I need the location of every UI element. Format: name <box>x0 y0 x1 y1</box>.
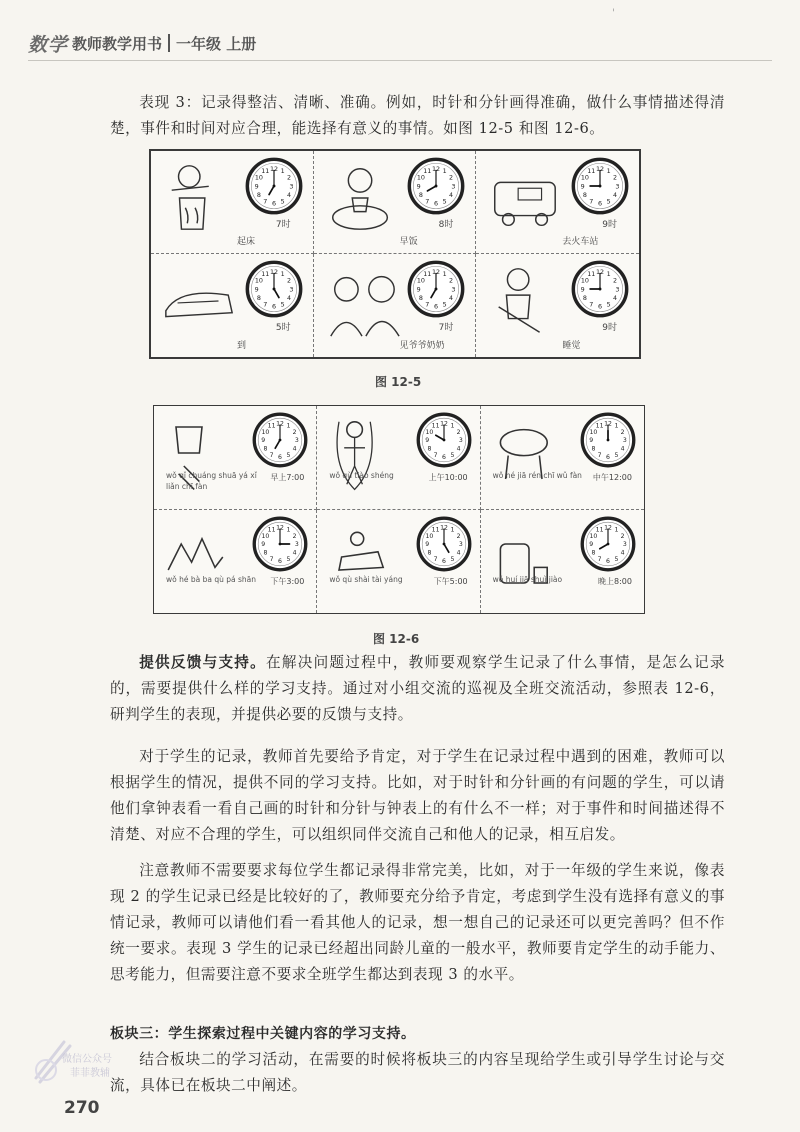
svg-text:10: 10 <box>589 532 598 540</box>
svg-text:12: 12 <box>269 164 278 173</box>
figure_12_5-time-label: 9时 <box>602 220 617 230</box>
svg-text:4: 4 <box>292 549 297 557</box>
clock-icon <box>416 412 472 468</box>
svg-text:3: 3 <box>451 285 456 294</box>
svg-text:8: 8 <box>582 294 587 303</box>
svg-text:2: 2 <box>286 173 291 182</box>
child-drawing-icon <box>322 262 402 340</box>
svg-text:6: 6 <box>441 454 446 462</box>
paragraph-performance-3: 表现 3：记录得整洁、清晰、准确。例如，时针和分针画得准确，做什么事情描述得清楚，事件和时间对应合理，能选择有意义的事情。如图 12-5 和图 12-6。 <box>110 94 725 137</box>
figure_12_6-activity-label: wǒ hé jiā rén chī wǔ fàn <box>492 471 582 480</box>
svg-text:10: 10 <box>589 428 598 436</box>
clock-icon <box>252 516 308 572</box>
svg-text:3: 3 <box>622 540 627 548</box>
paragraph-feedback-lead: 提供反馈与支持。 <box>139 654 267 671</box>
svg-text:5: 5 <box>450 451 455 459</box>
svg-text:4: 4 <box>613 294 618 303</box>
svg-text:3: 3 <box>295 540 300 548</box>
svg-text:5: 5 <box>606 197 611 206</box>
svg-text:9: 9 <box>254 285 259 294</box>
svg-text:4: 4 <box>456 445 461 453</box>
svg-text:9: 9 <box>416 285 421 294</box>
svg-text:1: 1 <box>280 270 285 279</box>
svg-text:3: 3 <box>451 182 456 191</box>
svg-text:12: 12 <box>276 420 285 428</box>
svg-text:9: 9 <box>589 540 594 548</box>
svg-text:10: 10 <box>417 276 426 285</box>
svg-text:9: 9 <box>424 437 429 445</box>
svg-text:12: 12 <box>595 164 605 173</box>
svg-text:11: 11 <box>431 526 440 534</box>
svg-text:4: 4 <box>292 445 297 453</box>
svg-text:4: 4 <box>456 549 461 557</box>
figure_12_5-time-label: 5时 <box>275 323 291 333</box>
svg-text:4: 4 <box>449 191 454 200</box>
figure_12_5-activity-label: 早饭 <box>399 237 418 247</box>
svg-text:11: 11 <box>587 167 596 176</box>
svg-text:1: 1 <box>450 422 455 430</box>
watermark-line-2: 菲菲教辅 <box>70 1068 110 1079</box>
svg-text:6: 6 <box>597 199 603 208</box>
svg-text:7: 7 <box>589 300 594 309</box>
figure-12-5-caption: 图 12-5 <box>375 375 422 389</box>
child-drawing-icon <box>322 159 402 237</box>
svg-text:1: 1 <box>614 526 619 534</box>
svg-text:8: 8 <box>256 191 261 200</box>
figure_12_5-activity-label: 去火车站 <box>562 237 599 247</box>
figure_12_6-cell <box>481 406 644 510</box>
svg-text:10: 10 <box>261 428 270 436</box>
child-drawing-icon <box>159 262 239 340</box>
subject-logo: 数学 <box>28 33 69 56</box>
clock-icon <box>580 516 636 572</box>
figure-12-6 <box>153 405 645 614</box>
svg-text:11: 11 <box>587 270 596 279</box>
svg-text:7: 7 <box>597 555 602 563</box>
svg-text:3: 3 <box>289 182 294 191</box>
figure-12-5 <box>149 149 641 359</box>
svg-text:8: 8 <box>419 191 424 200</box>
svg-text:7: 7 <box>589 197 594 206</box>
figure_12_6-cell <box>481 510 644 614</box>
svg-text:6: 6 <box>434 302 439 311</box>
svg-text:8: 8 <box>263 549 268 557</box>
svg-text:7: 7 <box>269 555 274 563</box>
figure_12_6-cell <box>317 510 480 614</box>
svg-text:5: 5 <box>614 451 619 459</box>
figure_12_6-cell <box>154 510 317 614</box>
svg-text:2: 2 <box>292 532 297 540</box>
svg-text:8: 8 <box>591 549 596 557</box>
svg-text:6: 6 <box>606 557 610 565</box>
book-title: 教师教学用书 <box>72 34 163 53</box>
figure_12_5-time-label: 7时 <box>275 220 291 230</box>
figure_12_6-activity-label: wǒ qù shài tài yáng <box>329 574 403 584</box>
svg-text:11: 11 <box>423 167 432 176</box>
svg-text:8: 8 <box>427 445 432 453</box>
figure_12_5-time-label: 8时 <box>438 220 454 230</box>
figure_12_6-activity-label: wǒ huí jiā shuì jiào <box>492 574 563 584</box>
clock-icon <box>245 260 303 318</box>
svg-text:10: 10 <box>425 532 434 540</box>
paragraph-note: 注意教师不需要要求每位学生都记录得非常完美，比如，对于一年级的学生来说，像表现 2 的学生记录已经是比较好的了，教师要充分给予肯定，考虑到学生没有选择有意义的事情记录，教师可以请他们看一看其他人的记录，想一想自己的记录还可以更完善吗？但不作统一要求。表现 3 学生的记录已经超出同龄儿童的一般水平，教师要肯定学生的动手能力、思考能力，但需要注意不要求全班学生都达到表现 3 的水平。 <box>110 862 725 983</box>
figure_12_5-cell <box>476 254 639 357</box>
child-drawing-icon <box>159 159 239 237</box>
svg-text:2: 2 <box>449 173 454 182</box>
svg-text:12: 12 <box>432 267 441 276</box>
paragraph-feedback <box>110 650 725 728</box>
figure_12_6-cell <box>317 406 480 510</box>
svg-text:10: 10 <box>417 173 426 182</box>
paragraph-feedback-body: 在解决问题过程中，教师要观察学生记录了什么事情，是怎么记录的，需要提供什么样的学习支持。通过对小组交流的巡视及全班交流活动，参照表 12-6，研判学生的表现，并提供必要的反馈与支持。 <box>110 654 726 723</box>
child-drawing-icon <box>484 159 564 237</box>
header-separator <box>168 34 170 52</box>
svg-text:7: 7 <box>433 555 438 563</box>
svg-text:3: 3 <box>289 285 294 294</box>
svg-text:4: 4 <box>620 549 625 557</box>
figure_12_5-time-label: 9时 <box>602 323 617 333</box>
figure_12_5-cell <box>314 254 477 357</box>
figure_12_5-cell <box>151 254 314 357</box>
figure_12_5-time-label: 7时 <box>438 323 454 333</box>
svg-text:8: 8 <box>427 549 432 557</box>
header-rule <box>28 60 772 61</box>
svg-text:12: 12 <box>604 420 612 428</box>
svg-text:12: 12 <box>439 420 448 428</box>
svg-text:3: 3 <box>622 437 627 445</box>
svg-text:2: 2 <box>286 276 291 285</box>
watermark-line-1: 微信公众号 <box>62 1054 112 1065</box>
svg-text:7: 7 <box>269 451 274 459</box>
svg-text:12: 12 <box>604 523 612 531</box>
figure_12_5-activity-label: 见爷爷奶奶 <box>399 341 445 351</box>
svg-text:5: 5 <box>614 555 619 563</box>
svg-text:6: 6 <box>271 199 276 208</box>
svg-text:10: 10 <box>580 276 589 285</box>
svg-text:2: 2 <box>456 532 461 540</box>
figure_12_6-activity-label: wǒ qǐ chuáng shuā yá xǐ liǎn chī fàn <box>166 471 257 491</box>
svg-text:11: 11 <box>260 167 270 176</box>
grade-label: 一年级 上册 <box>176 34 257 53</box>
svg-text:5: 5 <box>286 451 291 459</box>
svg-text:12: 12 <box>432 164 441 173</box>
figure_12_6-time-label: 中午12:00 <box>592 473 632 482</box>
svg-text:8: 8 <box>591 445 596 453</box>
svg-text:1: 1 <box>606 167 611 176</box>
svg-text:5: 5 <box>280 300 285 309</box>
figure_12_6-activity-label: wǒ hé bà ba qù pá shān <box>166 574 256 584</box>
svg-text:6: 6 <box>597 302 603 311</box>
child-drawing-icon <box>484 262 564 340</box>
figure_12_6-time-label: 上午10:00 <box>428 473 468 482</box>
svg-text:4: 4 <box>613 191 618 200</box>
clock-icon <box>407 260 465 318</box>
svg-text:9: 9 <box>589 437 594 445</box>
svg-text:2: 2 <box>620 428 625 436</box>
paragraph-block-3: 结合板块二的学习活动，在需要的时候将板块三的内容呈现给学生或引导学生讨论与交流，具体已在板块二中阐述。 <box>110 1051 725 1094</box>
svg-text:5: 5 <box>443 197 448 206</box>
svg-text:9: 9 <box>261 437 266 445</box>
svg-text:2: 2 <box>449 276 454 285</box>
svg-text:5: 5 <box>286 555 291 563</box>
page-header <box>28 30 256 56</box>
svg-text:9: 9 <box>580 182 585 191</box>
svg-text:11: 11 <box>268 422 276 430</box>
svg-text:2: 2 <box>620 532 625 540</box>
svg-text:12: 12 <box>595 267 605 276</box>
svg-text:9: 9 <box>254 182 259 191</box>
svg-text:5: 5 <box>280 197 285 206</box>
figure_12_5-activity-label: 起床 <box>237 237 256 247</box>
svg-text:10: 10 <box>425 428 434 436</box>
figure_12_6-time-label: 晚上8:00 <box>598 576 632 586</box>
svg-text:4: 4 <box>449 294 454 303</box>
svg-text:12: 12 <box>269 267 278 276</box>
section-heading-block-3: 板块三：学生探索过程中关键内容的学习支持。 <box>110 1026 416 1042</box>
figure_12_6-time-label: 下午3:00 <box>270 576 305 586</box>
svg-text:11: 11 <box>260 270 270 279</box>
svg-text:8: 8 <box>263 445 268 453</box>
svg-text:12: 12 <box>276 523 285 531</box>
svg-text:3: 3 <box>615 182 620 191</box>
figure_12_6-activity-label: wǒ qù tiào shéng <box>329 471 394 480</box>
corner-mark: ' <box>612 8 615 19</box>
clock-icon <box>580 412 636 468</box>
svg-text:4: 4 <box>286 191 291 200</box>
clock-icon <box>416 516 472 572</box>
svg-text:6: 6 <box>278 557 283 565</box>
svg-text:4: 4 <box>620 445 625 453</box>
svg-text:1: 1 <box>286 422 291 430</box>
clock-icon <box>252 412 308 468</box>
svg-text:9: 9 <box>424 540 429 548</box>
svg-text:8: 8 <box>419 294 424 303</box>
svg-text:6: 6 <box>271 302 276 311</box>
figure_12_5-cell <box>476 151 639 254</box>
svg-text:10: 10 <box>254 276 263 285</box>
svg-text:6: 6 <box>606 454 610 462</box>
svg-text:1: 1 <box>443 270 448 279</box>
page-number: 270 <box>64 1098 100 1118</box>
svg-text:2: 2 <box>613 173 618 182</box>
svg-text:11: 11 <box>595 526 604 534</box>
svg-text:5: 5 <box>450 555 455 563</box>
svg-text:6: 6 <box>434 199 439 208</box>
svg-text:9: 9 <box>580 285 585 294</box>
svg-text:3: 3 <box>458 540 463 548</box>
svg-text:1: 1 <box>443 167 448 176</box>
svg-text:7: 7 <box>425 300 430 309</box>
svg-text:11: 11 <box>595 422 604 430</box>
svg-text:11: 11 <box>423 270 432 279</box>
svg-text:12: 12 <box>439 523 448 531</box>
svg-text:9: 9 <box>261 540 266 548</box>
svg-text:6: 6 <box>278 454 283 462</box>
svg-text:3: 3 <box>615 285 620 294</box>
svg-text:11: 11 <box>431 422 440 430</box>
clock-icon <box>245 157 303 215</box>
svg-text:5: 5 <box>606 300 611 309</box>
svg-text:1: 1 <box>280 167 285 176</box>
clock-icon <box>407 157 465 215</box>
svg-text:8: 8 <box>582 191 587 200</box>
svg-text:2: 2 <box>292 428 297 436</box>
svg-text:7: 7 <box>425 197 430 206</box>
figure_12_5-activity-label: 睡觉 <box>562 341 581 351</box>
svg-text:3: 3 <box>458 437 463 445</box>
figure_12_6-time-label: 早上7:00 <box>270 473 305 482</box>
paragraph-support: 对于学生的记录，教师首先要给予肯定，对于学生在记录过程中遇到的困难，教师可以根据学生的情况，提供不同的学习支持。比如，对于时针和分针画的有问题的学生，可以请他们拿钟表看一看自己画的时针和分针与钟表上的有什么不一样；对于事件和时间描述得不清楚、对应不合理的学生，可以组织同伴交流自己和他人的记录，相互启发。 <box>110 748 725 843</box>
svg-text:10: 10 <box>580 173 589 182</box>
svg-text:8: 8 <box>256 294 261 303</box>
svg-text:10: 10 <box>254 173 263 182</box>
figure_12_6-cell <box>154 406 317 510</box>
figure_12_6-time-label: 下午5:00 <box>433 576 468 586</box>
figure_12_5-activity-label: 到 <box>237 341 247 351</box>
figure_12_5-cell <box>151 151 314 254</box>
svg-text:1: 1 <box>614 422 619 430</box>
svg-text:11: 11 <box>268 526 276 534</box>
svg-text:2: 2 <box>456 428 461 436</box>
svg-text:6: 6 <box>441 557 446 565</box>
svg-text:7: 7 <box>597 451 602 459</box>
clock-icon <box>571 157 629 215</box>
clock-icon <box>571 260 629 318</box>
svg-text:1: 1 <box>450 526 455 534</box>
svg-text:10: 10 <box>261 532 270 540</box>
svg-text:5: 5 <box>443 300 448 309</box>
svg-text:7: 7 <box>433 451 438 459</box>
svg-text:1: 1 <box>286 526 291 534</box>
svg-text:2: 2 <box>613 276 618 285</box>
svg-text:7: 7 <box>262 300 267 309</box>
figure-12-6-caption: 图 12-6 <box>373 632 420 646</box>
svg-text:7: 7 <box>262 197 267 206</box>
svg-text:1: 1 <box>606 270 611 279</box>
svg-text:3: 3 <box>295 437 300 445</box>
svg-text:4: 4 <box>286 294 291 303</box>
svg-text:9: 9 <box>416 182 421 191</box>
figure_12_5-cell <box>314 151 477 254</box>
